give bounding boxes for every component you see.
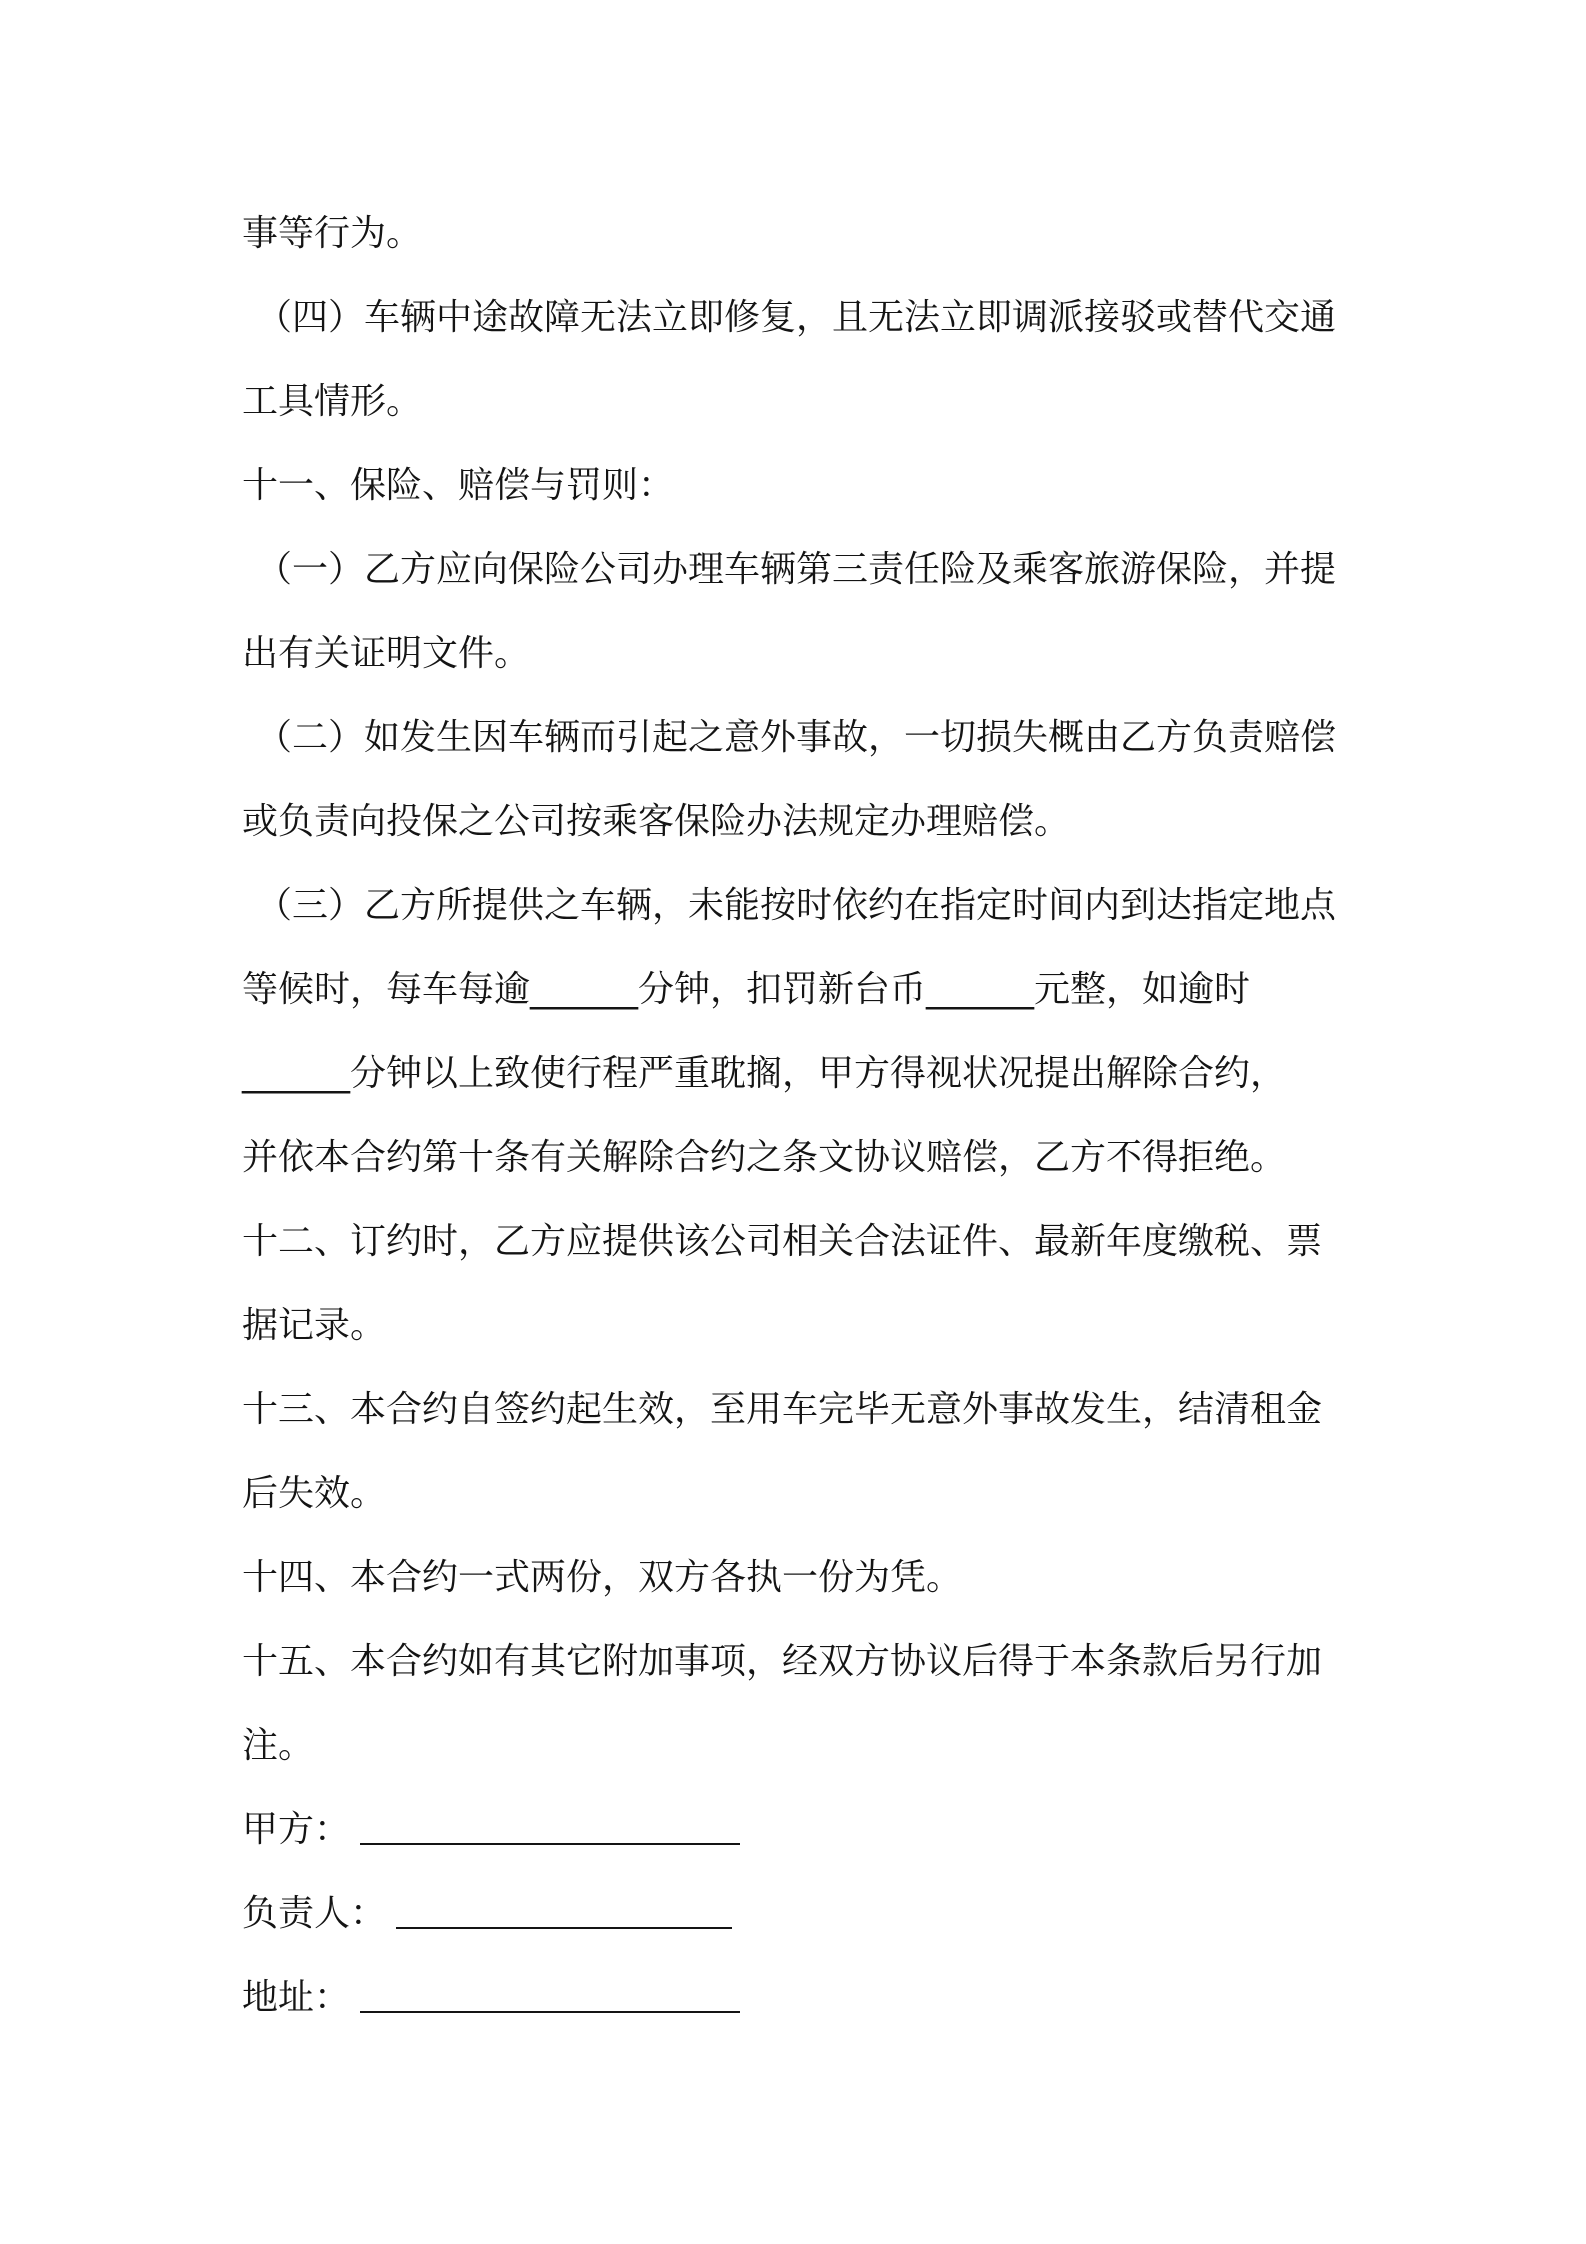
party-a-signature-row: [242, 1788, 1362, 1872]
party-a-blank[interactable]: [360, 1803, 740, 1845]
section-14-line: 十四、本合约一式两份，双方各执一份为凭。: [242, 1557, 963, 1598]
body-line: 并依本合约第十条有关解除合约之条文协议赔偿，乙方不得拒绝。: [242, 1137, 1287, 1178]
address-blank[interactable]: [360, 1971, 740, 2013]
contract-body: [242, 192, 1362, 2040]
party-a-label: 甲方：: [242, 1809, 351, 1850]
body-line: 或负责向投保之公司按乘客保险办法规定办理赔偿。: [242, 801, 1071, 842]
body-line: 后失效。: [242, 1473, 387, 1514]
body-line: 等候时，每车每逾______分钟，扣罚新台币______元整，如逾时: [242, 969, 1251, 1010]
address-signature-row: [242, 1956, 1362, 2040]
clause-4-line: （四）车辆中途故障无法立即修复，且无法立即调派接驳或替代交通: [256, 297, 1337, 338]
section-12-line: 十二、订约时，乙方应提供该公司相关合法证件、最新年度缴税、票: [242, 1221, 1323, 1262]
body-line: 注。: [242, 1725, 315, 1766]
section-11-heading: 十一、保险、赔偿与罚则：: [242, 465, 675, 506]
address-label: 地址：: [242, 1977, 351, 2018]
clause-3-line: （三）乙方所提供之车辆，未能按时依约在指定时间内到达指定地点: [256, 885, 1337, 926]
clause-2-line: （二）如发生因车辆而引起之意外事故，一切损失概由乙方负责赔偿: [256, 717, 1337, 758]
body-line: ______分钟以上致使行程严重耽搁，甲方得视状况提出解除合约，: [242, 1053, 1287, 1094]
body-line: 据记录。: [242, 1305, 387, 1346]
body-line: 出有关证明文件。: [242, 633, 531, 674]
clause-1-line: （一）乙方应向保险公司办理车辆第三责任险及乘客旅游保险，并提: [256, 549, 1337, 590]
body-line: 工具情形。: [242, 381, 423, 422]
section-15-line: 十五、本合约如有其它附加事项，经双方协议后得于本条款后另行加: [242, 1641, 1323, 1682]
responsible-person-signature-row: [242, 1872, 1362, 1956]
responsible-person-label: 负责人：: [242, 1893, 387, 1934]
section-13-line: 十三、本合约自签约起生效，至用车完毕无意外事故发生，结清租金: [242, 1389, 1323, 1430]
body-line: 事等行为。: [242, 213, 423, 254]
responsible-person-blank[interactable]: [396, 1887, 732, 1929]
